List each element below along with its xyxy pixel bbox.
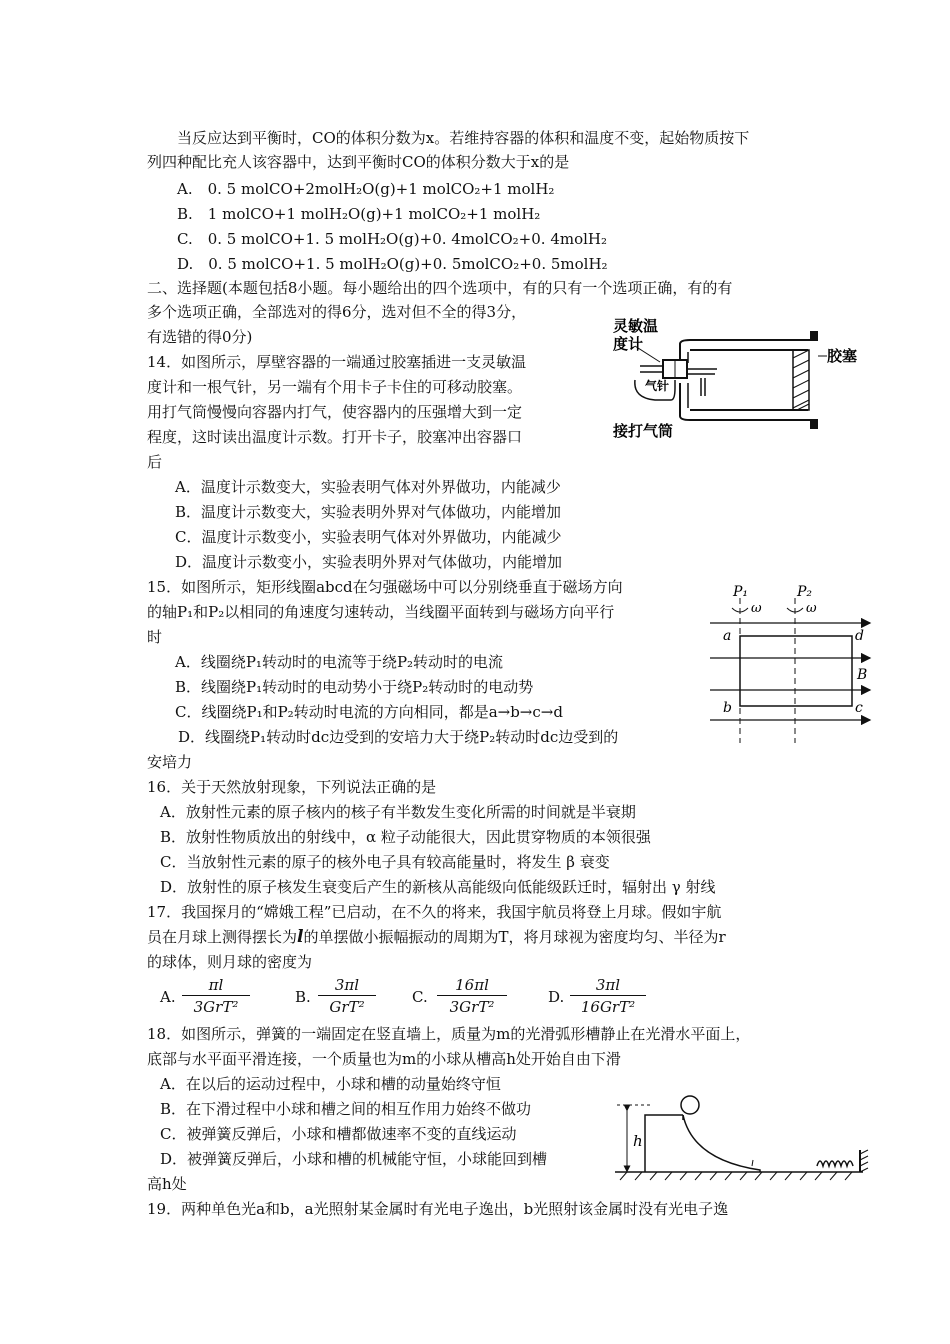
q18-option-d: D．被弹簧反弹后，小球和槽的机械能守恒，小球能回到槽 (160, 1150, 548, 1168)
q17-option-a-num: πl (182, 976, 250, 996)
q17-line-2-part-b: 的单摆做小振幅振动的周期为T，将月球视为密度均匀、半径为r (303, 928, 726, 946)
label-stopper: 胶塞 (827, 347, 858, 365)
q15-option-d: D．线圈绕P₁转动时dc边受到的安培力大于绕P₂转动时dc边受到的 (178, 728, 619, 746)
q17-line-2 (147, 925, 726, 949)
section2-line-2: 多个选项正确，全部选对的得6分，选对但不全的得3分， (147, 303, 527, 321)
q13-stem-line-2: 列四种配比充人该容器中，达到平衡时CO的体积分数大于x的是 (147, 153, 570, 171)
q13-option-c: C. 0. 5 molCO+1. 5 molH₂O(g)+0. 4molCO₂+0. 4molH₂ (177, 230, 608, 248)
q17-option-d-fraction (570, 976, 646, 1016)
label-d: d (855, 628, 864, 644)
q18-line-1: 18．如图所示，弹簧的一端固定在竖直墙上，质量为m的光滑弧形槽静止在光滑水平面上， (147, 1025, 751, 1043)
q18-figure-trough (605, 1080, 880, 1185)
q16-stem: 16．关于天然放射现象，下列说法正确的是 (147, 778, 437, 796)
q17-option-d-label: D. (548, 988, 565, 1006)
q14-line-4: 程度，这时读出温度计示数。打开卡子，胶塞冲出容器口 (147, 428, 523, 446)
trough-diagram (605, 1080, 880, 1185)
q18-option-c: C．被弹簧反弹后，小球和槽都做速率不变的直线运动 (160, 1125, 517, 1143)
label-a: a (723, 628, 732, 644)
q16-option-a: A．放射性元素的原子核内的核子有半数发生变化所需的时间就是半衰期 (160, 803, 636, 821)
label-thermometer-2: 度计 (613, 335, 644, 353)
q17-option-d-num: 3πl (570, 976, 646, 996)
q14-line-1: 14．如图所示，厚壁容器的一端通过胶塞插进一支灵敏温 (147, 353, 527, 371)
q17-option-c-label: C. (412, 988, 428, 1006)
q17-option-b-label: B. (295, 988, 311, 1006)
q15-option-c: C．线圈绕P₁和P₂转动时电流的方向相同，都是a→b→c→d (175, 703, 563, 721)
label-p1: P₁ (733, 584, 749, 600)
q17-option-c-den: 3GrT² (449, 998, 495, 1016)
q15-line-2: 的轴P₁和P₂以相同的角速度匀速转动，当线圈平面转到与磁场方向平行 (147, 603, 615, 621)
q18-option-a: A．在以后的运动过程中，小球和槽的动量始终守恒 (160, 1075, 501, 1093)
q14-option-a: A．温度计示数变大，实验表明气体对外界做功，内能减少 (175, 478, 561, 496)
q17-option-a-label: A. (160, 988, 176, 1006)
label-p2: P₂ (797, 584, 813, 600)
q17-option-a-den: 3GrT² (193, 998, 239, 1016)
q14-line-5: 后 (147, 453, 163, 471)
q17-option-b-den: GrT² (329, 998, 365, 1016)
label-thermometer-1: 灵敏温 (613, 318, 659, 335)
q15-figure-coil (705, 578, 880, 748)
q17-line-2-part-a: 员在月球上测得摆长为 (147, 928, 298, 946)
q18-line-2: 底部与水平面平滑连接，一个质量也为m的小球从槽高h处开始自由下滑 (147, 1050, 621, 1068)
q14-figure-container (605, 318, 875, 443)
q16-option-b: B．放射性物质放出的射线中，α 粒子动能很大，因此贯穿物质的本领很强 (160, 828, 651, 846)
q14-line-2: 度计和一根气针，另一端有个用卡子卡住的可移动胶塞。 (147, 378, 523, 396)
q17-option-b-num: 3πl (318, 976, 376, 996)
q17-option-b-fraction (318, 976, 376, 1016)
q19-line-1: 19．两种单色光a和b，a光照射某金属时有光电子逸出，b光照射该金属时没有光电子逸 (147, 1200, 729, 1218)
coil-diagram (705, 578, 880, 748)
q15-option-b: B．线圈绕P₁转动时的电动势小于绕P₂转动时的电动势 (175, 678, 534, 696)
q16-option-c: C．当放射性元素的原子的核外电子具有较高能量时，将发生 β 衰变 (160, 853, 610, 871)
container-diagram (605, 318, 875, 443)
q14-option-d: D．温度计示数变小，实验表明外界对气体做功，内能增加 (175, 553, 563, 571)
q17-line-1: 17．我国探月的“嫦娥工程”已启动，在不久的将来，我国宇航员将登上月球。假如宇航 (147, 903, 722, 921)
label-pump: 接打气筒 (613, 422, 674, 440)
q14-option-b: B．温度计示数变大，实验表明外界对气体做功，内能增加 (175, 503, 562, 521)
q17-option-a-fraction (182, 976, 250, 1016)
q18-option-b: B．在下滑过程中小球和槽之间的相互作用力始终不做功 (160, 1100, 532, 1118)
q13-option-d: D. 0. 5 molCO+1. 5 molH₂O(g)+0. 5molCO₂+0. 5molH₂ (177, 255, 608, 273)
q17-option-c-fraction (437, 976, 507, 1016)
q13-option-a: A. 0. 5 molCO+2molH₂O(g)+1 molCO₂+1 molH₂ (177, 180, 555, 198)
label-b: b (723, 700, 732, 716)
label-omega1: ω (751, 601, 762, 616)
q15-line-3: 时 (147, 628, 163, 646)
q17-symbol-l: l (297, 927, 304, 947)
q15-option-a: A．线圈绕P₁转动时的电流等于绕P₂转动时的电流 (175, 653, 504, 671)
q17-option-d-den: 16GrT² (580, 998, 636, 1016)
q17-option-c-num: 16πl (437, 976, 507, 996)
q13-stem-line-1: 当反应达到平衡时，CO的体积分数为x。若维持容器的体积和温度不变，起始物质按下 (177, 129, 750, 147)
q16-option-d: D．放射性的原子核发生衰变后产生的新核从高能级向低能级跃迁时，辐射出 γ 射线 (160, 878, 716, 896)
label-c: c (855, 700, 863, 716)
section2-line-3: 有选错的得0分) (147, 328, 253, 346)
label-omega2: ω (806, 601, 817, 616)
q15-option-d-cont: 安培力 (147, 753, 193, 771)
q13-option-b: B. 1 molCO+1 molH₂O(g)+1 molCO₂+1 molH₂ (177, 205, 541, 223)
q15-line-1: 15．如图所示，矩形线圈abcd在匀强磁场中可以分别绕垂直于磁场方向 (147, 578, 623, 596)
q18-option-d-cont: 高h处 (147, 1175, 187, 1193)
label-field-b: B (857, 667, 868, 683)
q14-option-c: C．温度计示数变小，实验表明气体对外界做功，内能减少 (175, 528, 562, 546)
label-h: h (633, 1132, 643, 1150)
section2-line-1: 二、选择题(本题包括8小题。每小题给出的四个选项中，有的只有一个选项正确，有的有 (147, 279, 733, 297)
q14-line-3: 用打气筒慢慢向容器内打气，使容器内的压强增大到一定 (147, 403, 523, 421)
label-needle: 气针 (645, 379, 670, 393)
q17-line-3: 的球体，则月球的密度为 (147, 953, 313, 971)
